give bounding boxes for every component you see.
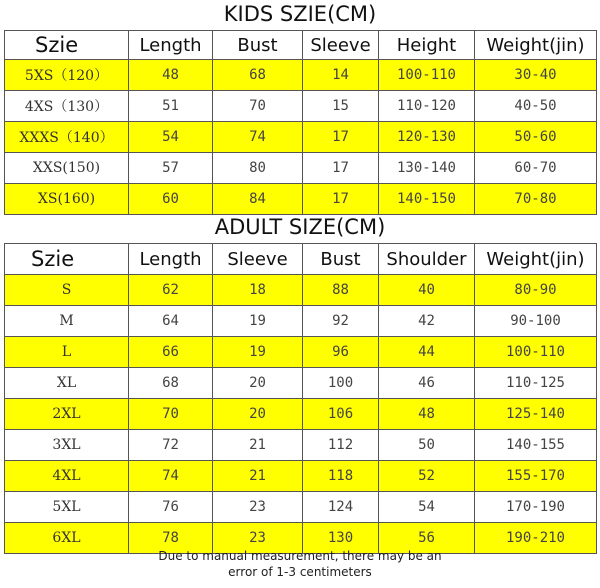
measurement-note-line-1: Due to manual measurement, there may be an <box>158 549 442 563</box>
weight-cell: 125-140 <box>475 399 597 430</box>
measurement-note-line-2: error of 1-3 centimeters <box>228 565 372 579</box>
weight-cell: 50-60 <box>475 122 597 153</box>
bust-cell: 118 <box>303 461 379 492</box>
weight-cell: 155-170 <box>475 461 597 492</box>
sleeve-cell: 19 <box>213 337 303 368</box>
weight-cell: 60-70 <box>475 153 597 184</box>
shoulder-cell: 48 <box>379 399 475 430</box>
length-cell: 48 <box>129 60 213 91</box>
shoulder-cell: 46 <box>379 368 475 399</box>
sleeve-cell: 18 <box>213 275 303 306</box>
kids-header-row <box>5 31 597 60</box>
sleeve-cell: 19 <box>213 306 303 337</box>
size-cell: 5XL <box>5 492 129 523</box>
table-row <box>5 306 597 337</box>
bust-cell: 96 <box>303 337 379 368</box>
bust-cell: 84 <box>213 184 303 215</box>
size-cell: XL <box>5 368 129 399</box>
length-cell: 68 <box>129 368 213 399</box>
sleeve-cell: 15 <box>303 91 379 122</box>
shoulder-cell: 50 <box>379 430 475 461</box>
shoulder-cell: 44 <box>379 337 475 368</box>
shoulder-cell: 56 <box>379 523 475 554</box>
weight-cell: 100-110 <box>475 337 597 368</box>
length-cell: 76 <box>129 492 213 523</box>
sleeve-cell: 21 <box>213 430 303 461</box>
kids-header-size: Szie <box>5 31 129 60</box>
size-cell: 4XL <box>5 461 129 492</box>
table-row <box>5 461 597 492</box>
sleeve-cell: 17 <box>303 153 379 184</box>
table-row <box>5 399 597 430</box>
size-cell: 2XL <box>5 399 129 430</box>
bust-cell: 88 <box>303 275 379 306</box>
sleeve-cell: 20 <box>213 368 303 399</box>
length-cell: 74 <box>129 461 213 492</box>
adult-header-bust: Bust <box>303 244 379 275</box>
bust-cell: 124 <box>303 492 379 523</box>
weight-cell: 30-40 <box>475 60 597 91</box>
height-cell: 120-130 <box>379 122 475 153</box>
bust-cell: 80 <box>213 153 303 184</box>
length-cell: 51 <box>129 91 213 122</box>
height-cell: 100-110 <box>379 60 475 91</box>
size-cell: L <box>5 337 129 368</box>
sleeve-cell: 17 <box>303 184 379 215</box>
adult-header-size: Szie <box>5 244 129 275</box>
adult-size-table <box>4 243 597 554</box>
weight-cell: 70-80 <box>475 184 597 215</box>
height-cell: 130-140 <box>379 153 475 184</box>
sleeve-cell: 20 <box>213 399 303 430</box>
table-row <box>5 368 597 399</box>
bust-cell: 70 <box>213 91 303 122</box>
length-cell: 64 <box>129 306 213 337</box>
shoulder-cell: 52 <box>379 461 475 492</box>
shoulder-cell: 40 <box>379 275 475 306</box>
size-cell: M <box>5 306 129 337</box>
length-cell: 54 <box>129 122 213 153</box>
bust-cell: 106 <box>303 399 379 430</box>
length-cell: 57 <box>129 153 213 184</box>
length-cell: 62 <box>129 275 213 306</box>
size-cell: 4XS（130） <box>5 91 129 122</box>
sleeve-cell: 21 <box>213 461 303 492</box>
sleeve-cell: 17 <box>303 122 379 153</box>
bust-cell: 130 <box>303 523 379 554</box>
sleeve-cell: 14 <box>303 60 379 91</box>
weight-cell: 190-210 <box>475 523 597 554</box>
length-cell: 70 <box>129 399 213 430</box>
adult-header-length: Length <box>129 244 213 275</box>
kids-header-bust: Bust <box>213 31 303 60</box>
table-row <box>5 492 597 523</box>
kids-header-sleeve: Sleeve <box>303 31 379 60</box>
bust-cell: 68 <box>213 60 303 91</box>
weight-cell: 110-125 <box>475 368 597 399</box>
size-cell: S <box>5 275 129 306</box>
kids-size-table <box>4 30 597 215</box>
bust-cell: 92 <box>303 306 379 337</box>
table-row <box>5 153 597 184</box>
bust-cell: 100 <box>303 368 379 399</box>
bust-cell: 74 <box>213 122 303 153</box>
weight-cell: 170-190 <box>475 492 597 523</box>
sleeve-cell: 23 <box>213 523 303 554</box>
weight-cell: 140-155 <box>475 430 597 461</box>
size-cell: XXXS（140） <box>5 122 129 153</box>
shoulder-cell: 42 <box>379 306 475 337</box>
table-row <box>5 184 597 215</box>
length-cell: 78 <box>129 523 213 554</box>
table-row <box>5 275 597 306</box>
adult-header-weight: Weight(jin) <box>475 244 597 275</box>
length-cell: 72 <box>129 430 213 461</box>
size-cell: XS(160) <box>5 184 129 215</box>
adult-header-shoulder: Shoulder <box>379 244 475 275</box>
weight-cell: 40-50 <box>475 91 597 122</box>
size-cell: 5XS（120） <box>5 60 129 91</box>
length-cell: 66 <box>129 337 213 368</box>
size-cell: 6XL <box>5 523 129 554</box>
height-cell: 110-120 <box>379 91 475 122</box>
table-row <box>5 60 597 91</box>
table-row <box>5 122 597 153</box>
weight-cell: 90-100 <box>475 306 597 337</box>
size-cell: XXS(150) <box>5 153 129 184</box>
weight-cell: 80-90 <box>475 275 597 306</box>
kids-header-length: Length <box>129 31 213 60</box>
kids-header-weight: Weight(jin) <box>475 31 597 60</box>
kids-size-chart-title: KIDS SZIE(CM) <box>223 2 377 26</box>
adult-size-chart-title: ADULT SIZE(CM) <box>214 215 386 239</box>
adult-header-row <box>5 244 597 275</box>
table-row <box>5 337 597 368</box>
adult-header-sleeve: Sleeve <box>213 244 303 275</box>
shoulder-cell: 54 <box>379 492 475 523</box>
bust-cell: 112 <box>303 430 379 461</box>
length-cell: 60 <box>129 184 213 215</box>
kids-header-height: Height <box>379 31 475 60</box>
size-cell: 3XL <box>5 430 129 461</box>
height-cell: 140-150 <box>379 184 475 215</box>
table-row <box>5 430 597 461</box>
table-row <box>5 91 597 122</box>
sleeve-cell: 23 <box>213 492 303 523</box>
